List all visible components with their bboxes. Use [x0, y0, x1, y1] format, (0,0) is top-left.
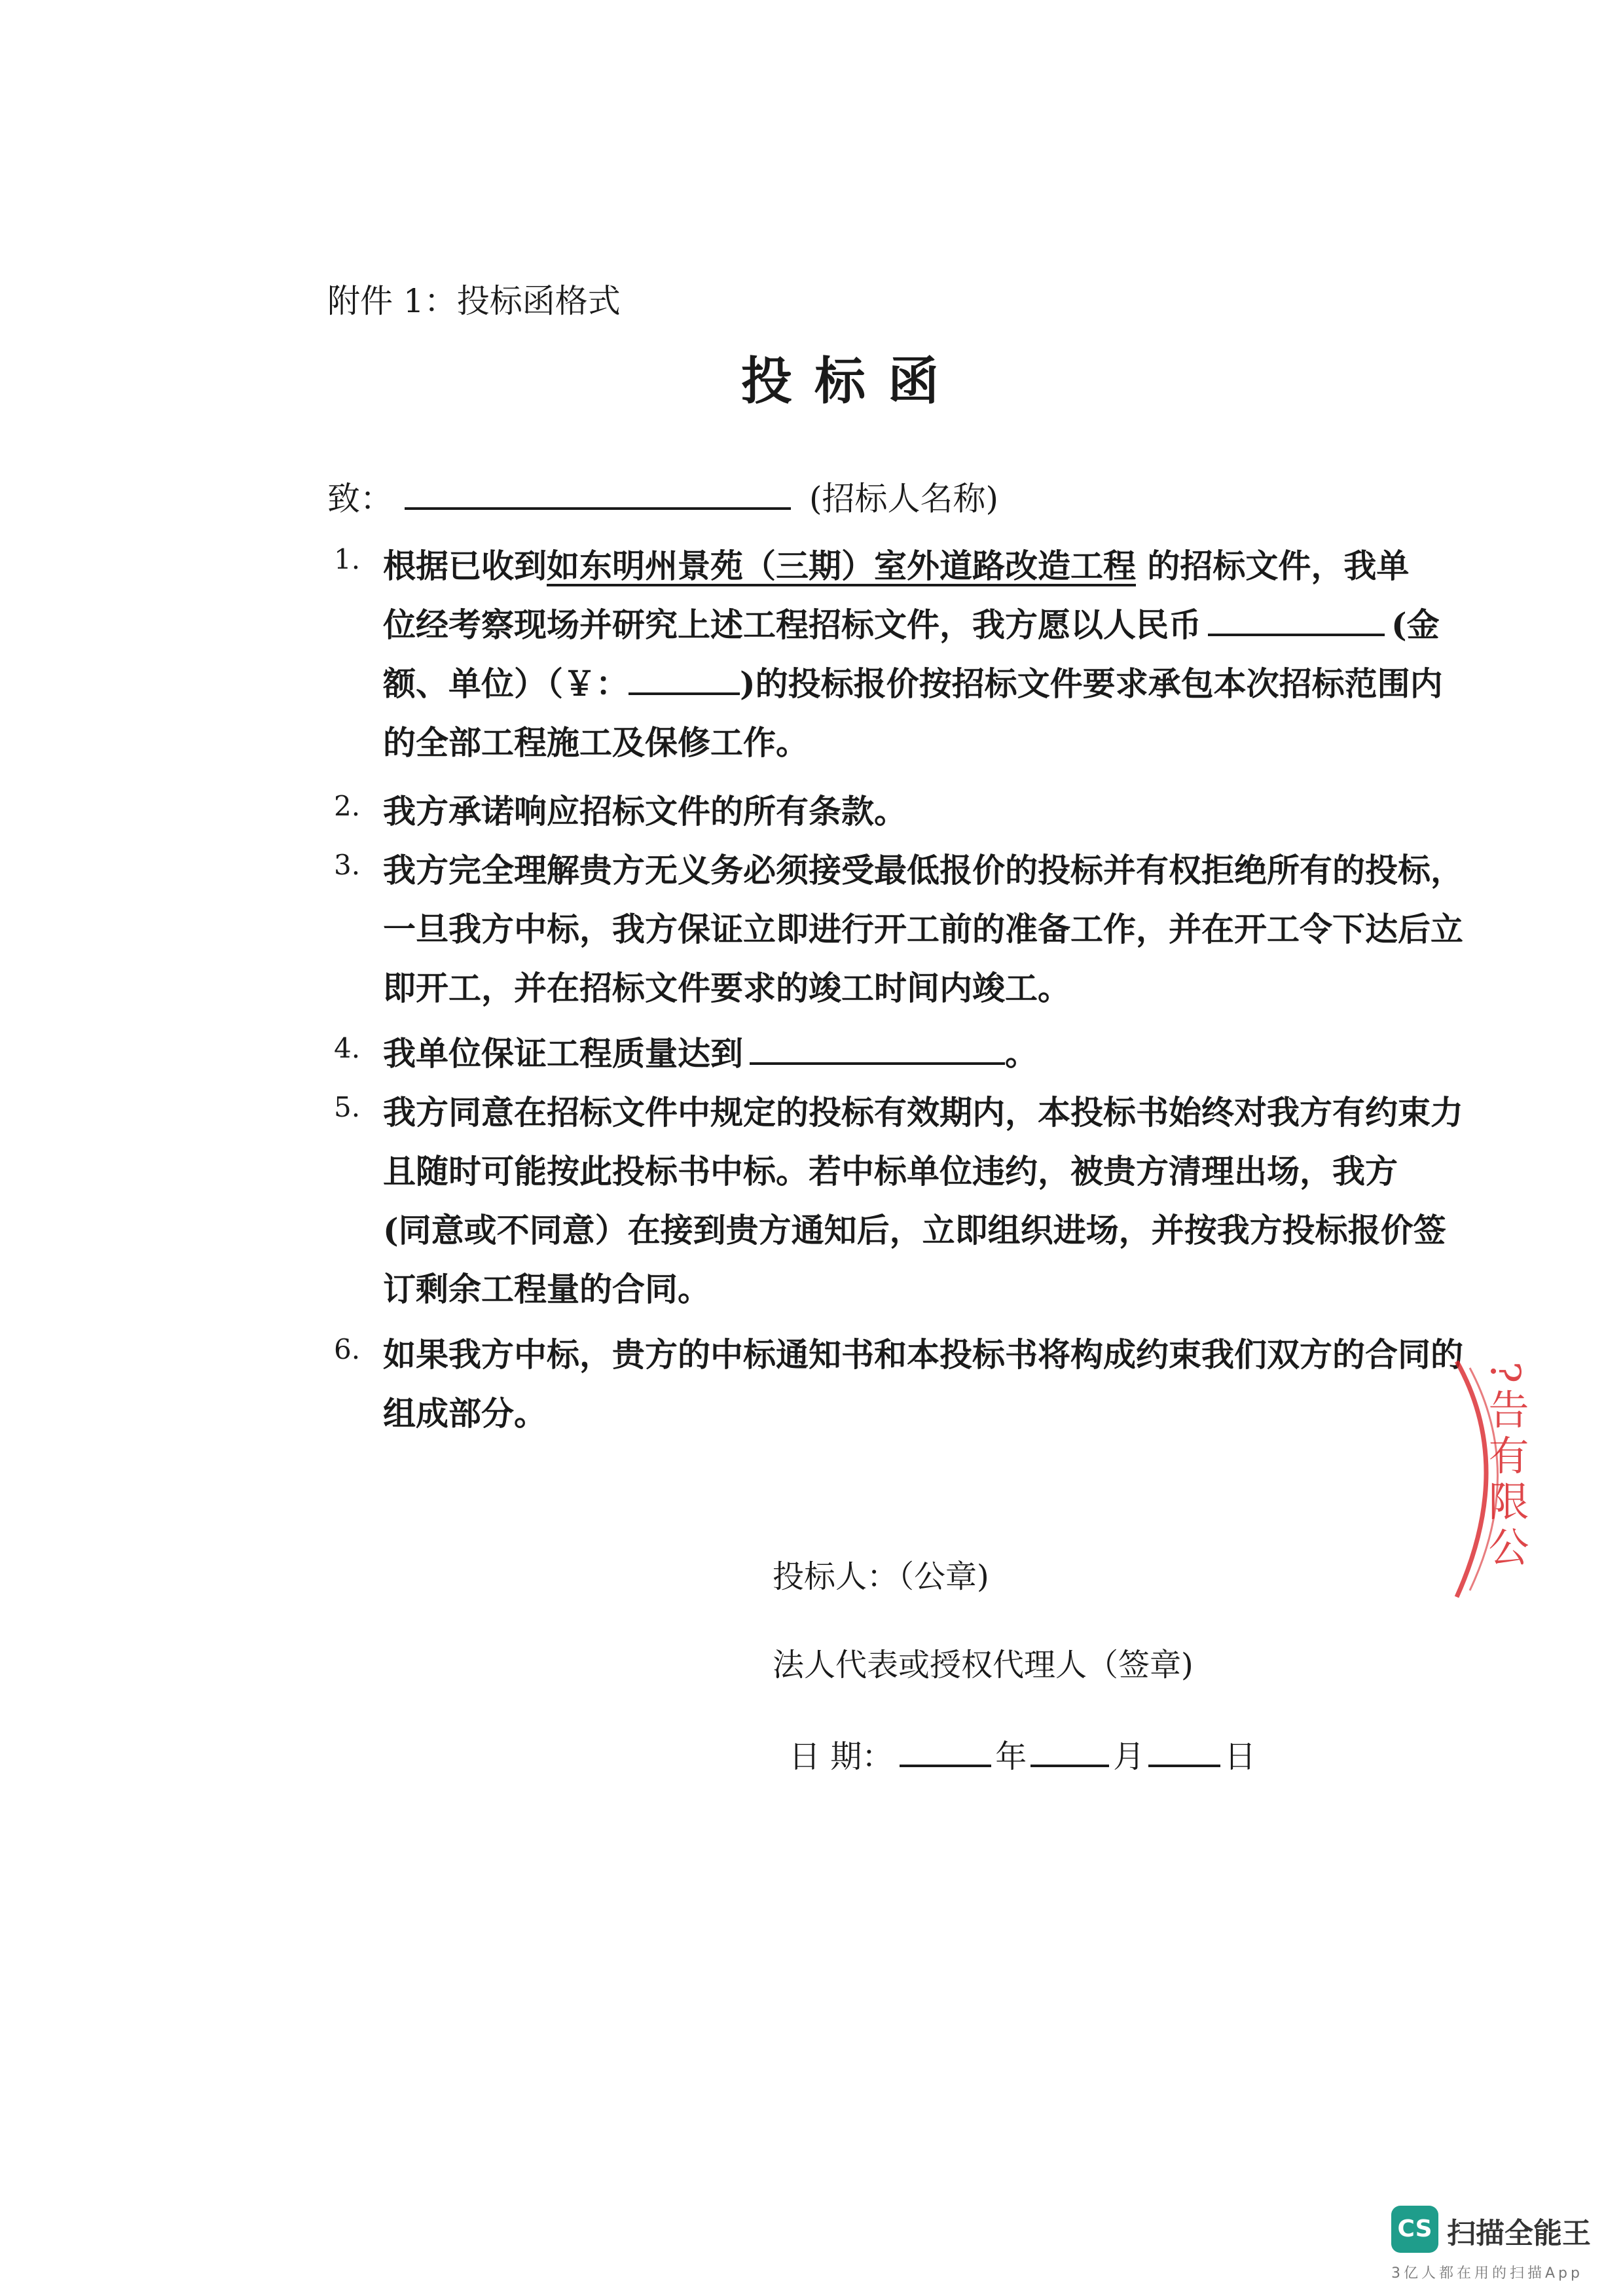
project-name: 如东明州景苑（三期）室外道路改造工程 — [547, 547, 1136, 585]
item-number: 6. — [334, 1333, 361, 1365]
addressee-suffix: (招标人名称) — [809, 480, 999, 518]
month-blank — [1030, 1736, 1109, 1767]
item-1-line-1 — [383, 540, 1409, 587]
item-number: 3. — [334, 849, 361, 881]
day-blank — [1148, 1736, 1220, 1767]
item-text: 我单位保证工程质量达到 — [383, 1034, 743, 1073]
year-label: 年 — [995, 1738, 1027, 1775]
item-number: 1. — [334, 543, 361, 575]
item-2-line-1: 我方承诺响应招标文件的所有条款。 — [383, 792, 907, 831]
item-text: )的投标报价按招标文件要求承包本次招标范围内 — [740, 664, 1443, 703]
item-text: 位经考察现场并研究上述工程招标文件，我方愿以人民币 — [383, 605, 1201, 644]
day-label: 日 — [1224, 1738, 1256, 1775]
item-5-line-3: (同意或不同意）在接到贵方通知后，立即组织进场，并按我方投标报价签 — [383, 1211, 1446, 1249]
date-line — [789, 1731, 1256, 1776]
item-1-line-3 — [383, 658, 1443, 705]
bidder-seal-line: 投标人：（公章) — [773, 1558, 989, 1595]
app-slogan: 3亿人都在用的扫描App — [1391, 2265, 1583, 2282]
item-text: 额、单位）（￥： — [383, 664, 629, 703]
item-text: (金 — [1391, 605, 1440, 644]
item-3-line-2: 一旦我方中标，我方保证立即进行开工前的准备工作，并在开工令下达后立 — [383, 910, 1463, 948]
item-text: 的招标文件，我单 — [1136, 547, 1410, 585]
month-label: 月 — [1113, 1738, 1145, 1775]
addressee-blank — [405, 475, 791, 510]
item-3-line-1: 我方完全理解贵方无义务必须接受最低报价的投标并有权拒绝所有的投标， — [383, 851, 1463, 889]
legal-rep-line: 法人代表或授权代理人（签章) — [773, 1647, 1194, 1683]
item-number: 2. — [334, 790, 361, 822]
amount-blank — [1208, 601, 1385, 636]
item-number: 4. — [334, 1032, 361, 1064]
item-text: 。 — [1005, 1034, 1038, 1073]
addressee-prefix: 致： — [327, 480, 393, 518]
item-3-line-3: 即开工，并在招标文件要求的竣工时间内竣工。 — [383, 969, 1070, 1007]
scanner-app-badge — [1391, 2206, 1607, 2284]
camscanner-logo-icon: CS — [1391, 2206, 1438, 2253]
item-1-line-2 — [383, 599, 1440, 646]
item-4-line-1 — [383, 1028, 1038, 1075]
date-label: 日 期： — [789, 1738, 894, 1775]
app-name: 扫描全能王 — [1447, 2217, 1591, 2250]
year-blank — [900, 1736, 991, 1767]
item-5-line-4: 订剩余工程量的合同。 — [383, 1270, 710, 1308]
item-number: 5. — [334, 1091, 361, 1123]
attachment-label: 附件 1：投标函格式 — [327, 282, 621, 320]
item-5-line-1: 我方同意在招标文件中规定的投标有效期内，本投标书始终对我方有约束力 — [383, 1093, 1463, 1132]
yen-amount-blank — [629, 660, 740, 695]
document-title: 投标函 — [741, 351, 962, 411]
item-1-line-4: 的全部工程施工及保修工作。 — [383, 723, 809, 762]
item-6-line-1: 如果我方中标，贵方的中标通知书和本投标书将构成约束我们双方的合同的 — [383, 1335, 1463, 1374]
item-5-line-2: 且随时可能按此投标书中标。若中标单位违约，被贵方清理出场，我方 — [383, 1152, 1398, 1191]
item-text: 根据已收到 — [383, 547, 547, 585]
seal-text: ?告有限公 — [1482, 1361, 1529, 1572]
quality-blank — [750, 1030, 1005, 1065]
item-6-line-2: 组成部分。 — [383, 1394, 547, 1433]
addressee-line — [327, 473, 998, 520]
